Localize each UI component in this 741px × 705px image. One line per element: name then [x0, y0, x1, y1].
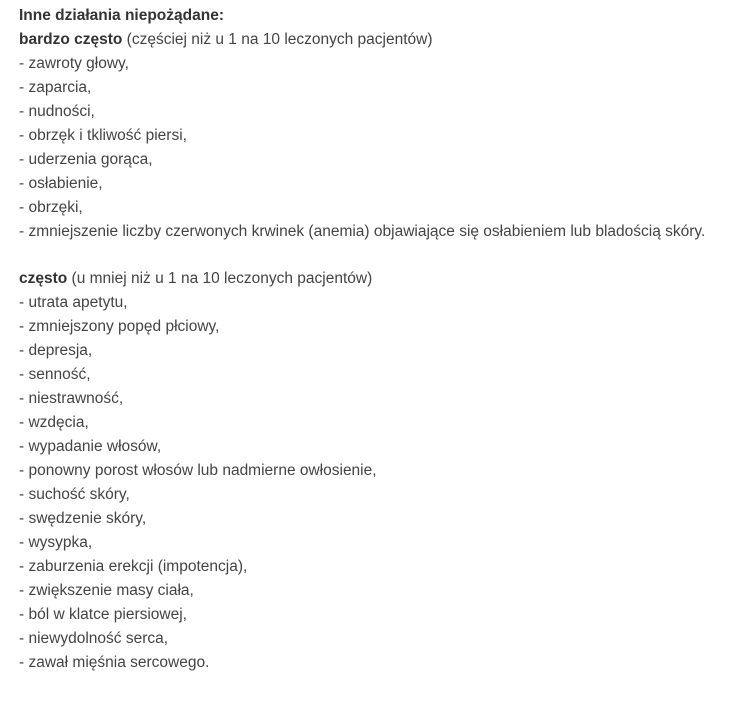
frequency-header-common: [19, 267, 719, 291]
list-item: - suchość skóry,: [19, 486, 130, 503]
list-item: - zawroty głowy,: [19, 55, 129, 72]
list-item: - niestrawność,: [19, 390, 124, 407]
list-item: - uderzenia gorąca,: [19, 151, 153, 168]
list-item: - zaburzenia erekcji (impotencja),: [19, 558, 248, 575]
document-body: [19, 4, 719, 675]
list-item: - ból w klatce piersiowej,: [19, 606, 187, 623]
list-item: - zwiększenie masy ciała,: [19, 582, 194, 599]
list-item: - zaparcia,: [19, 79, 92, 96]
frequency-note: (częściej niż u 1 na 10 leczonych pacjentów): [122, 31, 433, 48]
frequency-label: bardzo często: [19, 31, 123, 48]
list-item: - obrzęki,: [19, 199, 83, 216]
list-item: - zmniejszenie liczby czerwonych krwinek (anemia) objawiające się osłabieniem lub bladością skóry.: [19, 223, 706, 240]
list-item: - zawał mięśnia sercowego.: [19, 654, 210, 671]
section-title: Inne działania niepożądane:: [19, 7, 224, 24]
list-item: - wzdęcia,: [19, 414, 89, 431]
side-effects-list-very-common: [19, 52, 719, 244]
list-item: - osłabienie,: [19, 175, 103, 192]
paragraph-gap: [19, 244, 719, 267]
list-item: - nudności,: [19, 103, 95, 120]
list-item: - ponowny porost włosów lub nadmierne owłosienie,: [19, 462, 377, 479]
list-item: - utrata apetytu,: [19, 294, 128, 311]
frequency-label: często: [19, 270, 68, 287]
list-item: - obrzęk i tkliwość piersi,: [19, 127, 187, 144]
list-item: - niewydolność serca,: [19, 630, 169, 647]
side-effects-list-common: [19, 291, 719, 675]
list-item: - depresja,: [19, 342, 93, 359]
list-item: - wypadanie włosów,: [19, 438, 162, 455]
list-item: - wysypka,: [19, 534, 93, 551]
list-item: - senność,: [19, 366, 91, 383]
list-item: - swędzenie skóry,: [19, 510, 147, 527]
frequency-note: (u mniej niż u 1 na 10 leczonych pacjentów): [67, 270, 373, 287]
frequency-header-very-common: [19, 28, 719, 52]
list-item: - zmniejszony popęd płciowy,: [19, 318, 220, 335]
